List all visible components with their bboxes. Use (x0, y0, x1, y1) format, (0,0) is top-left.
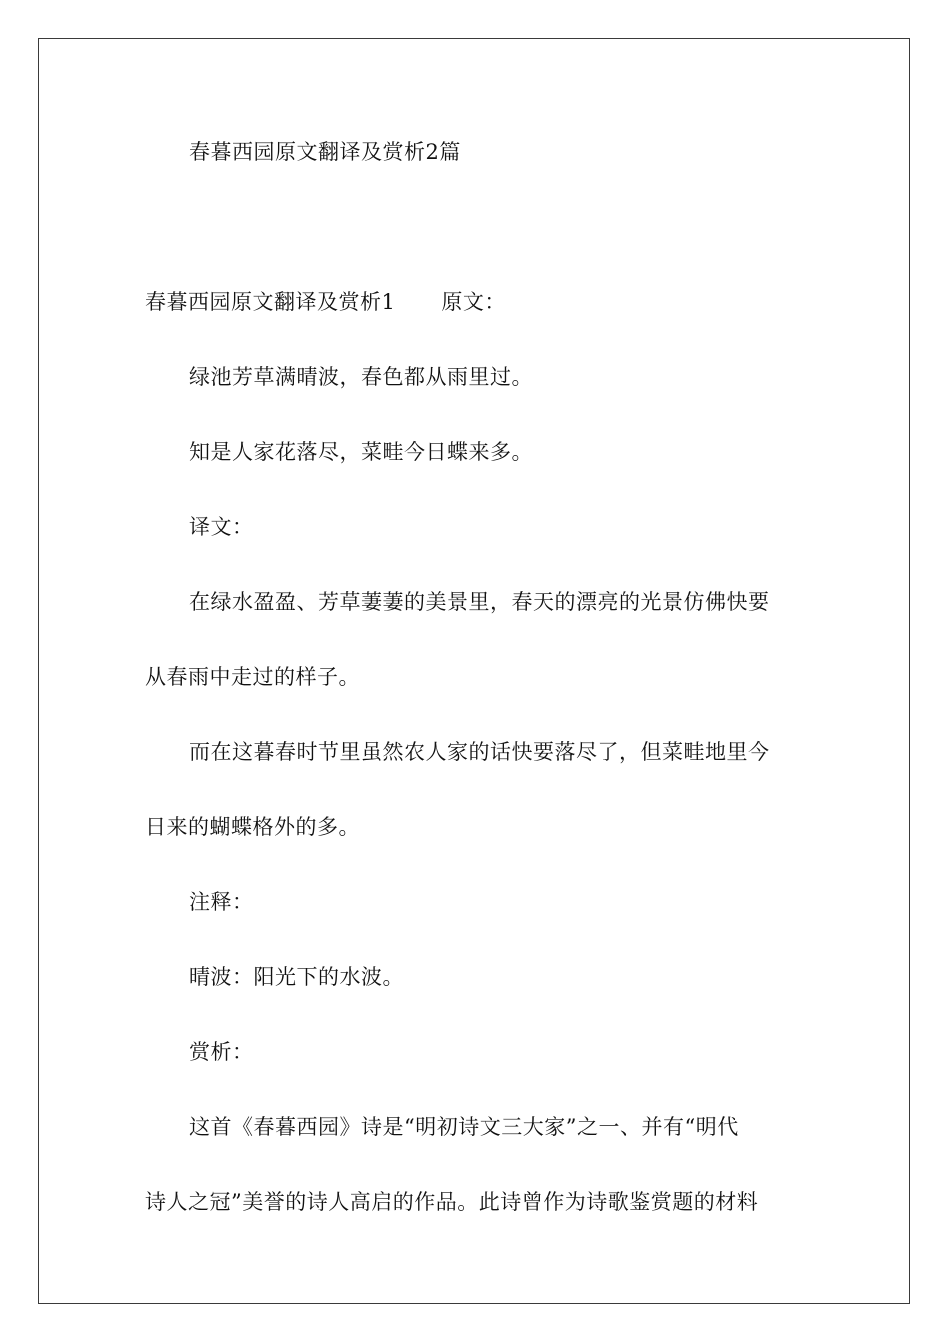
poem-line: 绿池芳草满晴波，春色都从雨里过。 (189, 365, 533, 389)
original-label: 原文： (441, 290, 506, 314)
appreciation-paragraph: 这首《春暮西园》诗是“明初诗文三大家”之一、并有“明代 (189, 1115, 739, 1139)
translation-paragraph-1: 在绿水盈盈、芳草萋萋的美景里，春天的漂亮的光景仿佛快要 (189, 590, 770, 614)
poem-line: 知是人家花落尽，菜畦今日蝶来多。 (189, 440, 533, 464)
notes-label: 注释： (189, 890, 254, 914)
appreciation-label: 赏析： (189, 1040, 254, 1064)
translation-paragraph-1-cont: 从春雨中走过的样子。 (145, 665, 360, 689)
translation-paragraph-2: 而在这暮春时节里虽然农人家的话快要落尽了，但菜畦地里今 (189, 740, 770, 764)
translation-paragraph-2-cont: 日来的蝴蝶格外的多。 (145, 815, 360, 839)
translation-label: 译文： (189, 515, 254, 539)
document-title: 春暮西园原文翻译及赏析2篇 (189, 140, 461, 164)
section-heading: 春暮西园原文翻译及赏析1 (145, 290, 396, 314)
note-item: 晴波：阳光下的水波。 (189, 965, 404, 989)
appreciation-paragraph-cont: 诗人之冠”美誉的诗人高启的作品。此诗曾作为诗歌鉴赏题的材料 (145, 1190, 759, 1214)
section-heading-line (145, 289, 506, 315)
